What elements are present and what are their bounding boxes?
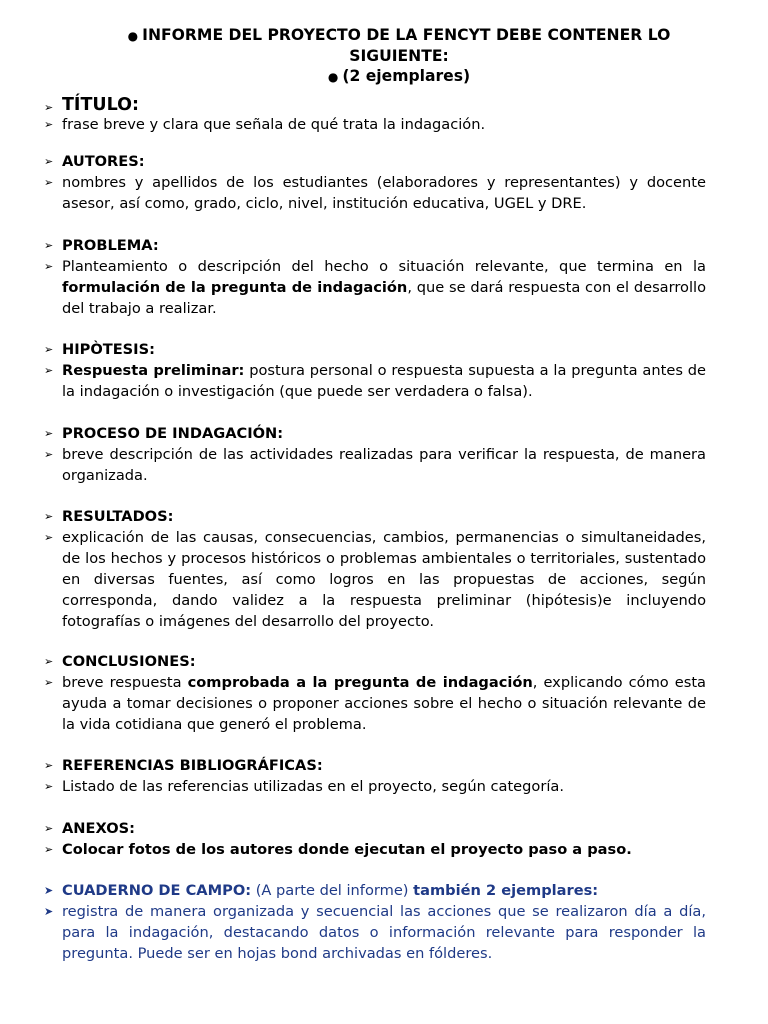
arrowhead-bullet-icon: ➢ [44,176,54,189]
section-text: Planteamiento o descripción del hecho o situación relevante, que termina en la [62,258,706,275]
section-text: , explicando cómo esta ayuda a tomar decisiones o proponer acciones sobre el hecho o situación relevante de la vida cotidiana que generó el problema. [62,674,706,733]
section-heading: CONCLUSIONES: [62,653,196,670]
section-conclusiones [44,651,706,735]
section-titulo [44,95,706,135]
section-text-emphasis: Colocar fotos de los autores donde ejecutan el proyecto paso a paso. [62,841,632,858]
arrowhead-bullet-icon: ➢ [44,843,54,856]
section-autores [44,151,706,214]
document-header [0,25,768,87]
arrowhead-bullet-icon: ➢ [44,343,54,356]
arrowhead-bullet-icon: ➢ [44,822,54,835]
section-proceso [44,423,706,486]
section-heading: REFERENCIAS BIBLIOGRÁFICAS: [62,757,323,774]
section-text: postura personal o respuesta supuesta a la pregunta antes de la indagación o investigación (que puede ser verdadera o falsa). [62,362,706,400]
section-text: breve respuesta [62,674,188,691]
arrowhead-bullet-icon: ➢ [44,364,54,377]
section-heading: HIPÒTESIS: [62,341,155,358]
arrowhead-bullet-icon: ➢ [44,759,54,772]
header-title: INFORME DEL PROYECTO DE LA FENCYT DEBE CONTENER LO [142,26,671,44]
arrowhead-bullet-icon: ➢ [44,676,54,689]
section-text-emphasis: formulación de la pregunta de indagación [62,279,408,296]
arrowhead-bullet-icon: ➤ [44,884,54,897]
section-text: Listado de las referencias utilizadas en el proyecto, según categoría. [62,778,564,795]
section-heading: CUADERNO DE CAMPO: [62,882,252,899]
section-heading: TÍTULO: [62,95,139,115]
section-text: breve descripción de las actividades realizadas para verificar la respuesta, de manera organizada. [62,446,706,484]
section-text: registra de manera organizada y secuencial las acciones que se realizaron día a día, para la indagación, destacando datos o información relevante para responder la pregunta. Puede ser en hojas bond archivadas en fólderes. [62,903,706,962]
arrowhead-bullet-icon: ➢ [44,531,54,544]
arrowhead-bullet-icon: ➢ [44,155,54,168]
section-text-emphasis: Respuesta preliminar: [62,362,245,379]
arrowhead-bullet-icon: ➢ [44,448,54,461]
section-heading: ANEXOS: [62,820,135,837]
section-hipotesis [44,339,706,402]
section-heading: AUTORES: [62,153,145,170]
section-anexos [44,818,706,860]
section-text: explicación de las causas, consecuencias, cambios, permanencias o simultaneidades, de los hechos y procesos históricos o problemas ambientales o territoriales, sustentado en diversas fuentes, así como logros en las propuestas de acciones, según corresponda, dando validez a la respuesta preliminar (hipótesis)e incluyendo fotografías o imágenes del desarrollo del proyecto. [62,529,706,630]
header-copies: (2 ejemplares) [342,67,471,85]
section-heading: PROBLEMA: [62,237,159,254]
section-referencias [44,755,706,797]
section-resultados [44,506,706,632]
section-heading-extra: también 2 ejemplares: [413,882,599,899]
section-text-emphasis: comprobada a la pregunta de indagación [187,674,533,691]
section-heading: RESULTADOS: [62,508,174,525]
arrowhead-bullet-icon: ➢ [44,239,54,252]
dot-bullet-icon: ● [127,29,139,43]
arrowhead-bullet-icon: ➢ [44,655,54,668]
header-title-cont: SIGUIENTE: [349,47,449,65]
arrowhead-bullet-icon: ➢ [44,780,54,793]
section-text: , que se dará respuesta con el desarrollo del trabajo a realizar. [62,279,706,317]
dot-bullet-icon: ● [327,70,339,84]
arrowhead-bullet-icon: ➤ [44,905,54,918]
arrowhead-bullet-icon: ➢ [44,101,54,114]
arrowhead-bullet-icon: ➢ [44,510,54,523]
arrowhead-bullet-icon: ➢ [44,260,54,273]
section-note: (A parte del informe) [251,882,414,899]
arrowhead-bullet-icon: ➢ [44,118,54,131]
section-cuaderno [44,880,706,964]
section-heading: PROCESO DE INDAGACIÓN: [62,425,284,442]
section-text: nombres y apellidos de los estudiantes (elaboradores y representantes) y docente asesor, así como, grado, ciclo, nivel, institución educativa, UGEL y DRE. [62,174,706,212]
section-problema [44,235,706,319]
arrowhead-bullet-icon: ➢ [44,427,54,440]
section-text: frase breve y clara que señala de qué trata la indagación. [62,116,486,133]
